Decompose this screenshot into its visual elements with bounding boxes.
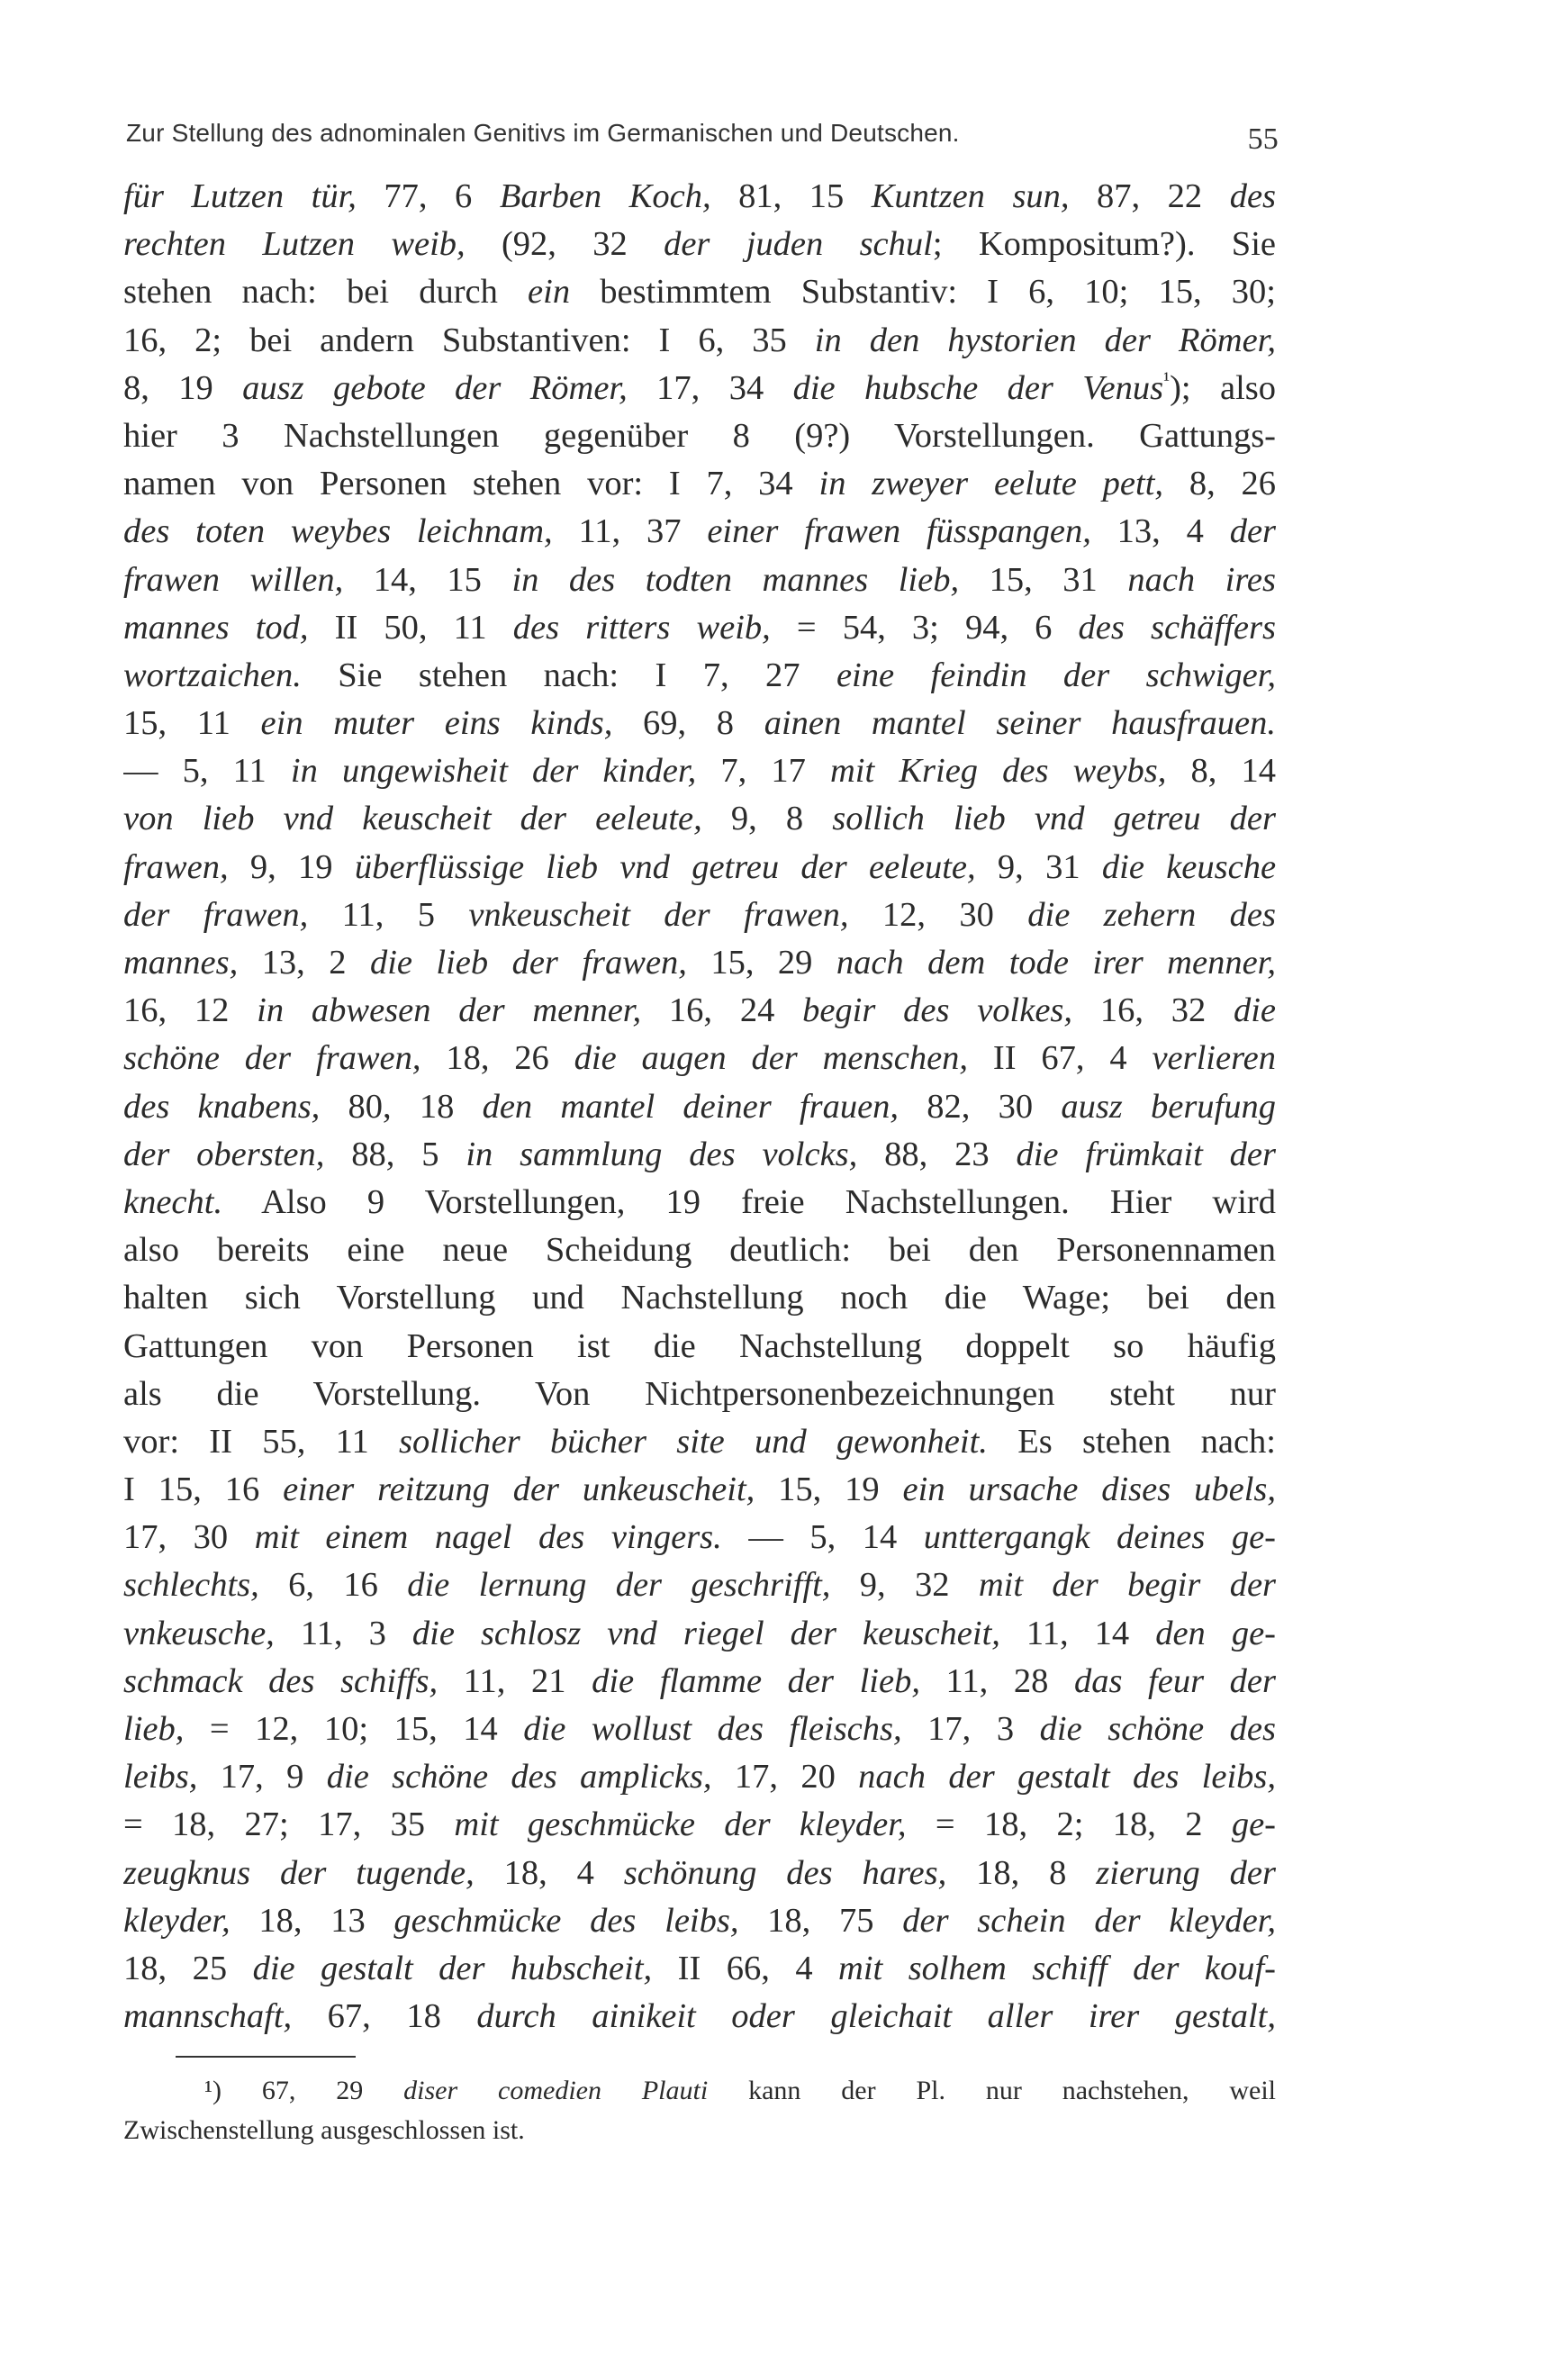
italic-citation: die — [1233, 991, 1276, 1030]
text-run: 13, 4 — [1090, 512, 1230, 551]
text-line — [123, 1610, 1276, 1658]
text-line — [123, 1706, 1276, 1753]
italic-citation: mit geschmücke der kleyder, — [454, 1805, 907, 1844]
italic-citation: die frümkait der — [1016, 1135, 1276, 1173]
italic-citation: Kuntzen sun, — [871, 177, 1070, 215]
text-line — [123, 173, 1276, 221]
italic-citation: in des todten mannes lieb, — [511, 560, 960, 599]
text-run: 82, 30 — [899, 1087, 1062, 1126]
text-run: Sie stehen nach: I 7, 27 — [301, 656, 836, 694]
italic-citation: mannes, — [123, 944, 239, 982]
italic-citation: eine feindin der schwiger, — [836, 656, 1276, 694]
text-run: 81, 15 — [710, 177, 872, 215]
text-run: 9, 19 — [228, 847, 355, 886]
italic-citation: Barben Koch, — [499, 177, 711, 215]
italic-citation: nach der gestalt des leibs, — [858, 1758, 1276, 1796]
text-line — [123, 1131, 1276, 1179]
text-line — [123, 1801, 1276, 1849]
italic-citation: nach ires — [1127, 560, 1276, 599]
footnote-divider — [176, 2056, 356, 2058]
text-line — [123, 460, 1276, 508]
italic-citation: frawen willen, — [123, 560, 344, 599]
text-run: 80, 18 — [320, 1087, 483, 1126]
text-run: 15, 19 — [755, 1471, 903, 1509]
text-run: 11, 21 — [438, 1661, 592, 1700]
italic-citation: die lernung der geschrifft, — [407, 1566, 831, 1605]
text-run: — 5, 14 — [721, 1518, 924, 1557]
text-run: 18, 26 — [420, 1039, 574, 1078]
text-run: II 67, 4 — [968, 1039, 1153, 1078]
text-run: ; Kompositum?). Sie — [932, 225, 1276, 264]
footnote — [123, 2071, 1276, 2150]
text-run: 17, 30 — [123, 1518, 255, 1557]
text-run: 8, 19 — [123, 368, 243, 407]
text-line — [123, 1945, 1276, 1993]
italic-citation: mit der begir der — [978, 1566, 1276, 1605]
text-run: 67, 29 — [261, 2076, 404, 2105]
italic-citation: für Lutzen tür, — [123, 177, 357, 215]
italic-citation: lieb, — [123, 1710, 185, 1748]
text-run: 16, 24 — [641, 991, 803, 1030]
text-run: = 54, 3; 94, 6 — [770, 608, 1079, 647]
italic-citation: leibs, — [123, 1758, 198, 1796]
italic-citation: ausz gebote der Römer, — [242, 368, 628, 407]
italic-citation: die lieb der frawen, — [369, 944, 687, 982]
italic-citation: den ge- — [1155, 1614, 1276, 1652]
text-run: 18, 8 — [946, 1853, 1097, 1892]
italic-citation: des knabens, — [123, 1087, 321, 1126]
text-run: 18, 25 — [123, 1949, 253, 1987]
italic-citation: die wollust des fleischs, — [523, 1710, 902, 1748]
italic-citation: schönung des hares, — [623, 1853, 947, 1892]
footnote-line — [123, 2111, 1276, 2150]
text-run: 11, 37 — [552, 512, 708, 551]
text-run: Es stehen nach: — [987, 1422, 1276, 1461]
text-run: 88, 5 — [324, 1135, 466, 1173]
text-run: = 18, 27; 17, 35 — [123, 1805, 455, 1844]
text-run: 15, 11 — [123, 704, 261, 743]
text-run: Zwischenstellung ausgeschlossen ist. — [123, 2115, 525, 2145]
italic-citation: überflüssige lieb vnd getreu der eeleute, — [354, 847, 976, 886]
italic-citation: einer reitzung der unkeuscheit, — [283, 1471, 755, 1509]
text-run: 15, 29 — [686, 944, 836, 982]
text-line — [123, 1658, 1276, 1706]
text-line — [123, 268, 1276, 316]
italic-citation: geschmücke des leibs, — [393, 1901, 739, 1940]
italic-citation: die schöne des amplicks, — [326, 1758, 712, 1796]
text-run: 17, 3 — [901, 1710, 1040, 1748]
italic-citation: das feur der — [1073, 1661, 1276, 1700]
footnote-reference: ¹ — [1163, 367, 1171, 391]
italic-citation: des schäffers — [1078, 608, 1276, 647]
italic-citation: mannes tod, — [123, 608, 309, 647]
text-line — [123, 844, 1276, 891]
text-run: 14, 15 — [343, 560, 512, 599]
italic-citation: schmack des schiffs, — [123, 1661, 438, 1700]
text-line — [123, 939, 1276, 987]
italic-citation: ein — [528, 273, 571, 312]
page-number: 55 — [1247, 122, 1279, 156]
text-line — [123, 508, 1276, 556]
italic-citation: zierung der — [1096, 1853, 1276, 1892]
italic-citation: ein muter eins kinds, — [260, 704, 613, 743]
italic-citation: von lieb vnd keuscheit der eeleute, — [123, 800, 702, 838]
italic-citation: die schöne des — [1039, 1710, 1276, 1748]
text-run: 16, 2; bei andern Substantiven: I 6, 35 — [123, 321, 815, 359]
text-line — [123, 1323, 1276, 1371]
italic-citation: des toten weybes leichnam, — [123, 512, 553, 551]
italic-citation: die keusche — [1101, 847, 1276, 886]
text-run: 15, 31 — [959, 560, 1128, 599]
italic-citation: mit Krieg des weybs, — [830, 752, 1167, 791]
text-run: I 15, 16 — [123, 1471, 284, 1509]
text-line — [123, 1274, 1276, 1322]
text-run: 11, 28 — [919, 1661, 1074, 1700]
italic-citation: der frawen, — [123, 895, 309, 934]
text-run: ); also — [1170, 368, 1276, 407]
text-run: stehen nach: bei durch — [123, 273, 529, 312]
text-line — [123, 700, 1276, 747]
text-run: 16, 32 — [1072, 991, 1234, 1030]
running-title: Zur Stellung des adnominalen Genitivs im Germanischen und Deutschen. — [126, 119, 960, 147]
italic-citation: in sammlung des volcks, — [466, 1135, 858, 1173]
text-run: 11, 14 — [999, 1614, 1156, 1652]
italic-citation: in ungewisheit der kinder, — [290, 752, 697, 791]
text-run: 77, 6 — [356, 177, 500, 215]
text-line — [123, 1035, 1276, 1082]
italic-citation: verlieren — [1152, 1039, 1276, 1078]
running-header — [126, 119, 1279, 158]
text-run: 9, 32 — [830, 1566, 979, 1605]
italic-citation: sollich lieb vnd getreu der — [832, 800, 1276, 838]
text-run: 87, 22 — [1069, 177, 1230, 215]
text-run: 17, 34 — [627, 368, 793, 407]
italic-citation: die schlosz vnd riegel der keuscheit, — [411, 1614, 1000, 1652]
text-run: namen von Personen stehen vor: I 7, 34 — [123, 465, 819, 503]
italic-citation: unttergangk deines ge- — [923, 1518, 1276, 1557]
text-line — [123, 987, 1276, 1035]
text-run: 18, 4 — [474, 1853, 624, 1892]
text-run: bestimmtem Substantiv: I 6, 10; 15, 30; — [570, 273, 1276, 312]
italic-citation: kleyder, — [123, 1901, 231, 1940]
text-line — [123, 1179, 1276, 1226]
body-text — [123, 173, 1276, 2041]
italic-citation: in zweyer eelute pett, — [818, 465, 1164, 503]
text-line — [123, 1897, 1276, 1945]
text-run: 9, 8 — [701, 800, 833, 838]
italic-citation: knecht. — [123, 1182, 223, 1221]
footnote-line — [123, 2071, 1276, 2111]
text-run: = 12, 10; 15, 14 — [184, 1710, 524, 1748]
text-run: 17, 20 — [711, 1758, 859, 1796]
italic-citation: durch ainikeit oder gleichait aller irer gestalt, — [476, 1997, 1276, 2036]
text-run: 7, 17 — [696, 752, 830, 791]
italic-citation: frawen, — [123, 847, 229, 886]
text-line — [123, 1850, 1276, 1897]
italic-citation: ausz berufung — [1061, 1087, 1276, 1126]
text-line — [123, 221, 1276, 268]
footnote-marker: ¹) — [204, 2076, 221, 2105]
italic-citation: der schein der kleyder, — [902, 1901, 1276, 1940]
italic-citation: die augen der menschen, — [574, 1039, 969, 1078]
italic-citation: den mantel deiner frauen, — [482, 1087, 900, 1126]
text-line — [123, 795, 1276, 843]
italic-citation: nach dem tode irer menner, — [836, 944, 1276, 982]
italic-citation: mannschaft, — [123, 1997, 293, 2036]
text-run: 17, 9 — [197, 1758, 327, 1796]
text-line — [123, 1993, 1276, 2041]
italic-citation: begir des volkes, — [802, 991, 1073, 1030]
text-line — [123, 1083, 1276, 1131]
text-run: II 66, 4 — [652, 1949, 839, 1987]
text-run: halten sich Vorstellung und Nachstellung noch die Wage; bei den — [123, 1279, 1276, 1317]
text-run: 88, 23 — [857, 1135, 1017, 1173]
italic-citation: des — [1229, 177, 1276, 215]
text-run: 12, 30 — [848, 895, 1028, 934]
italic-citation: schöne der frawen, — [123, 1039, 421, 1078]
italic-citation: in abwesen der menner, — [257, 991, 642, 1030]
italic-citation: in den hystorien der Römer, — [814, 321, 1276, 359]
text-run: kann der Pl. nur nachstehen, weil — [708, 2076, 1277, 2105]
italic-citation: des ritters weib, — [512, 608, 771, 647]
text-run: 11, 3 — [274, 1614, 412, 1652]
italic-citation: die flamme der lieb, — [592, 1661, 920, 1700]
text-line — [123, 557, 1276, 604]
text-run: 16, 12 — [123, 991, 258, 1030]
italic-citation: die gestalt der hubscheit, — [252, 1949, 653, 1987]
text-run: Gattungen von Personen ist die Nachstellung doppelt so häufig — [123, 1326, 1276, 1365]
italic-citation: schlechts, — [123, 1566, 259, 1605]
text-run: hier 3 Nachstellungen gegenüber 8 (9?) Vorstellungen. Gattungs- — [123, 416, 1276, 455]
italic-citation: wortzaichen. — [123, 656, 302, 694]
text-line — [123, 412, 1276, 460]
text-run: (92, 32 — [465, 225, 664, 264]
text-line — [123, 1753, 1276, 1801]
text-line — [123, 317, 1276, 365]
italic-citation: einer frawen füsspangen, — [707, 512, 1091, 551]
text-line — [123, 1561, 1276, 1609]
italic-citation: der juden schul — [664, 225, 933, 264]
text-run: 8, 14 — [1166, 752, 1276, 791]
text-run: 67, 18 — [292, 1997, 477, 2036]
text-line — [123, 747, 1276, 795]
italic-citation: rechten Lutzen weib, — [123, 225, 466, 264]
text-line — [123, 891, 1276, 939]
text-run: 11, 5 — [308, 895, 469, 934]
text-run: 8, 26 — [1163, 465, 1276, 503]
text-run: II 50, 11 — [308, 608, 513, 647]
italic-citation: sollicher bücher site und gewonheit. — [399, 1422, 988, 1461]
italic-citation: vnkeuscheit der frawen, — [468, 895, 849, 934]
italic-citation: vnkeusche, — [123, 1614, 275, 1652]
italic-citation: mit einem nagel des vingers. — [254, 1518, 722, 1557]
italic-citation: der obersten, — [123, 1135, 325, 1173]
italic-citation: ge- — [1231, 1805, 1276, 1844]
text-run: 13, 2 — [238, 944, 370, 982]
italic-citation: zeugknus der tugende, — [123, 1853, 475, 1892]
italic-citation: der — [1229, 512, 1276, 551]
text-line — [123, 1371, 1276, 1418]
text-run: = 18, 2; 18, 2 — [906, 1805, 1232, 1844]
text-line — [123, 1418, 1276, 1466]
text-line — [123, 1514, 1276, 1561]
italic-citation: mit solhem schiff der kouf- — [838, 1949, 1276, 1987]
italic-citation: ein ursache dises ubels, — [902, 1471, 1276, 1509]
text-line — [123, 604, 1276, 652]
italic-citation: die zehern des — [1027, 895, 1276, 934]
text-run: Also 9 Vorstellungen, 19 freie Nachstellungen. Hier wird — [222, 1182, 1276, 1221]
text-line — [123, 1466, 1276, 1514]
italic-citation: ainen mantel seiner hausfrauen. — [764, 704, 1276, 743]
text-run: also bereits eine neue Scheidung deutlich: bei den Personennamen — [123, 1231, 1276, 1270]
text-run: — 5, 11 — [123, 752, 291, 791]
text-run: 18, 75 — [738, 1901, 903, 1940]
text-line — [123, 1226, 1276, 1274]
text-run: 6, 16 — [258, 1566, 408, 1605]
italic-citation: die hubsche der Venus — [792, 368, 1164, 407]
italic-citation: diser comedien Plauti — [403, 2076, 709, 2105]
text-run: 9, 31 — [975, 847, 1102, 886]
text-run: als die Vorstellung. Von Nichtpersonenbezeichnungen steht nur — [123, 1374, 1276, 1413]
text-run: 69, 8 — [612, 704, 764, 743]
text-run: 18, 13 — [230, 1901, 394, 1940]
text-line — [123, 652, 1276, 700]
text-run: vor: II 55, 11 — [123, 1422, 400, 1461]
text-line — [123, 365, 1276, 412]
